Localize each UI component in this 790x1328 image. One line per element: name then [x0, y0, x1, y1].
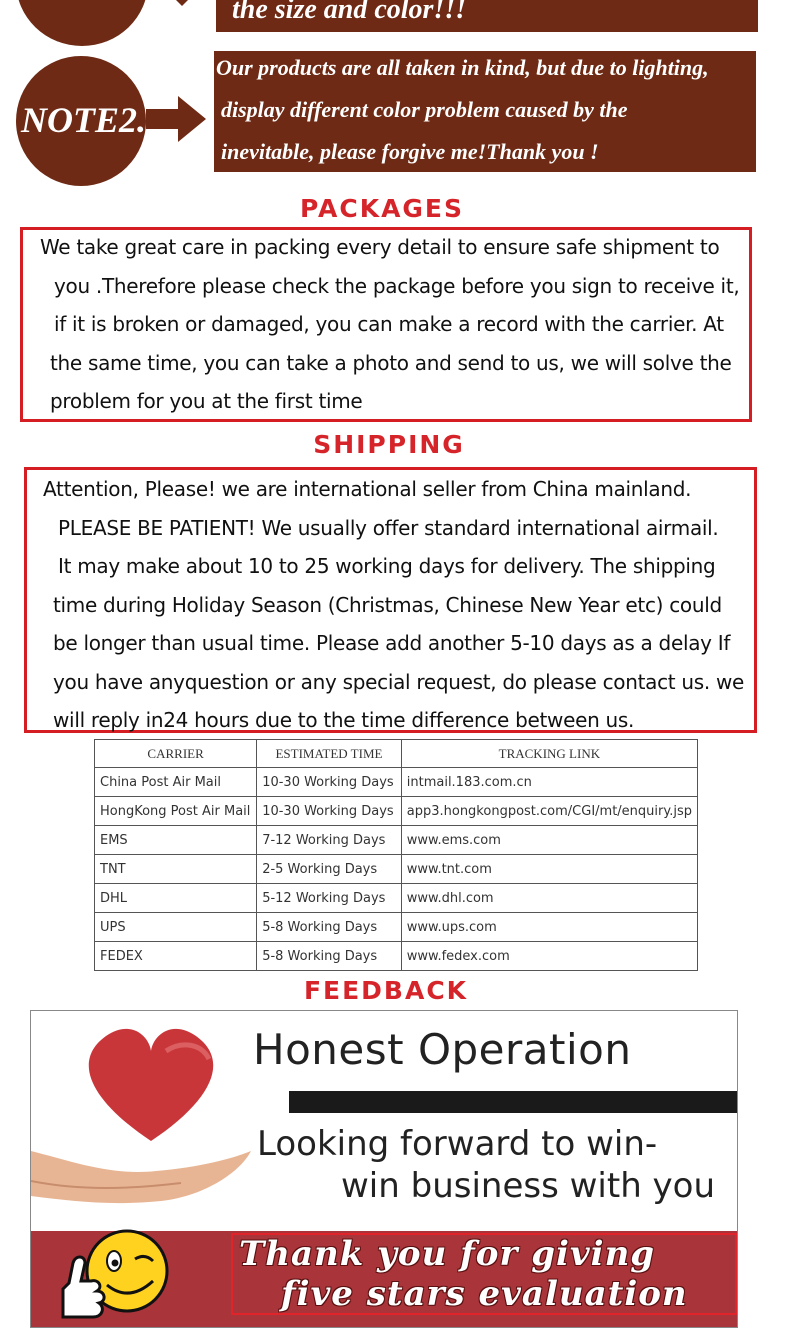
table-row	[95, 942, 698, 971]
carrier-cell: FEDEX	[95, 942, 257, 971]
feedback-title: FEEDBACK	[303, 976, 469, 1005]
packages-line-4: the same time, you can take a photo and send to us, we will solve the	[50, 351, 732, 375]
table-header-time: ESTIMATED TIME	[257, 740, 402, 768]
note1-circle	[16, 0, 148, 46]
link-cell[interactable]: intmail.183.com.cn	[401, 768, 697, 797]
packages-line-3: if it is broken or damaged, you can make a record with the carrier. At	[54, 312, 724, 336]
time-cell: 5-8 Working Days	[257, 942, 402, 971]
feedback-line-1: Looking forward to win-	[257, 1124, 658, 1164]
time-cell: 10-30 Working Days	[257, 797, 402, 826]
feedback-headline: Honest Operation	[253, 1025, 632, 1074]
smiley-thumbs-up-icon	[59, 1223, 179, 1323]
carrier-cell: China Post Air Mail	[95, 768, 257, 797]
time-cell: 5-12 Working Days	[257, 884, 402, 913]
note1-text: the size and color!!!	[232, 0, 467, 25]
table-row	[95, 826, 698, 855]
carrier-cell: EMS	[95, 826, 257, 855]
packages-line-2: you .Therefore please check the package before you sign to receive it,	[54, 274, 740, 298]
note2-arrow-icon	[146, 96, 208, 142]
shipping-line-7: will reply in24 hours due to the time difference between us.	[53, 708, 635, 732]
link-cell[interactable]: app3.hongkongpost.com/CGI/mt/enquiry.jsp	[401, 797, 697, 826]
note1-box	[216, 0, 758, 32]
thanks-line-2: five stars evaluation	[281, 1274, 688, 1314]
link-cell[interactable]: www.fedex.com	[401, 942, 697, 971]
time-cell: 7-12 Working Days	[257, 826, 402, 855]
carrier-cell: HongKong Post Air Mail	[95, 797, 257, 826]
table-header-row	[95, 740, 698, 768]
shipping-line-2: PLEASE BE PATIENT! We usually offer standard international airmail.	[58, 516, 719, 540]
table-row	[95, 797, 698, 826]
table-row	[95, 884, 698, 913]
shipping-table	[94, 739, 698, 971]
thanks-line-1: Thank you for giving	[239, 1234, 656, 1274]
note2-label: NOTE2.	[21, 100, 146, 140]
table-header-link: TRACKING LINK	[401, 740, 697, 768]
packages-title: PACKAGES	[299, 194, 465, 223]
packages-line-5: problem for you at the first time	[50, 389, 363, 413]
link-cell[interactable]: www.tnt.com	[401, 855, 697, 884]
note2-line-1: Our products are all taken in kind, but due to lighting,	[216, 55, 709, 80]
shipping-line-3: It may make about 10 to 25 working days for delivery. The shipping	[58, 554, 716, 578]
carrier-cell: DHL	[95, 884, 257, 913]
feedback-banner	[30, 1010, 738, 1328]
note2-line-3: inevitable, please forgive me!Thank you !	[221, 139, 599, 164]
note2-box	[214, 51, 756, 172]
shipping-line-1: Attention, Please! we are international seller from China mainland.	[43, 477, 692, 501]
feedback-divider-bar	[289, 1091, 738, 1113]
table-header-carrier: CARRIER	[95, 740, 257, 768]
note1-arrow-icon	[176, 0, 190, 6]
link-cell[interactable]: www.ems.com	[401, 826, 697, 855]
feedback-line-2: win business with you	[341, 1166, 716, 1206]
carrier-cell: UPS	[95, 913, 257, 942]
time-cell: 10-30 Working Days	[257, 768, 402, 797]
heart-in-hands-icon	[31, 1011, 271, 1226]
packages-line-1: We take great care in packing every detail to ensure safe shipment to	[40, 235, 720, 259]
time-cell: 2-5 Working Days	[257, 855, 402, 884]
link-cell[interactable]: www.ups.com	[401, 913, 697, 942]
table-row	[95, 768, 698, 797]
table-row	[95, 913, 698, 942]
carrier-cell: TNT	[95, 855, 257, 884]
link-cell[interactable]: www.dhl.com	[401, 884, 697, 913]
note2-line-2: display different color problem caused by the	[221, 97, 628, 122]
shipping-line-4: time during Holiday Season (Christmas, Chinese New Year etc) could	[53, 593, 722, 617]
shipping-line-6: you have anyquestion or any special request, do please contact us. we	[53, 670, 745, 694]
shipping-line-5: be longer than usual time. Please add another 5-10 days as a delay If	[53, 631, 731, 655]
time-cell: 5-8 Working Days	[257, 913, 402, 942]
table-row	[95, 855, 698, 884]
shipping-title: SHIPPING	[313, 430, 465, 459]
